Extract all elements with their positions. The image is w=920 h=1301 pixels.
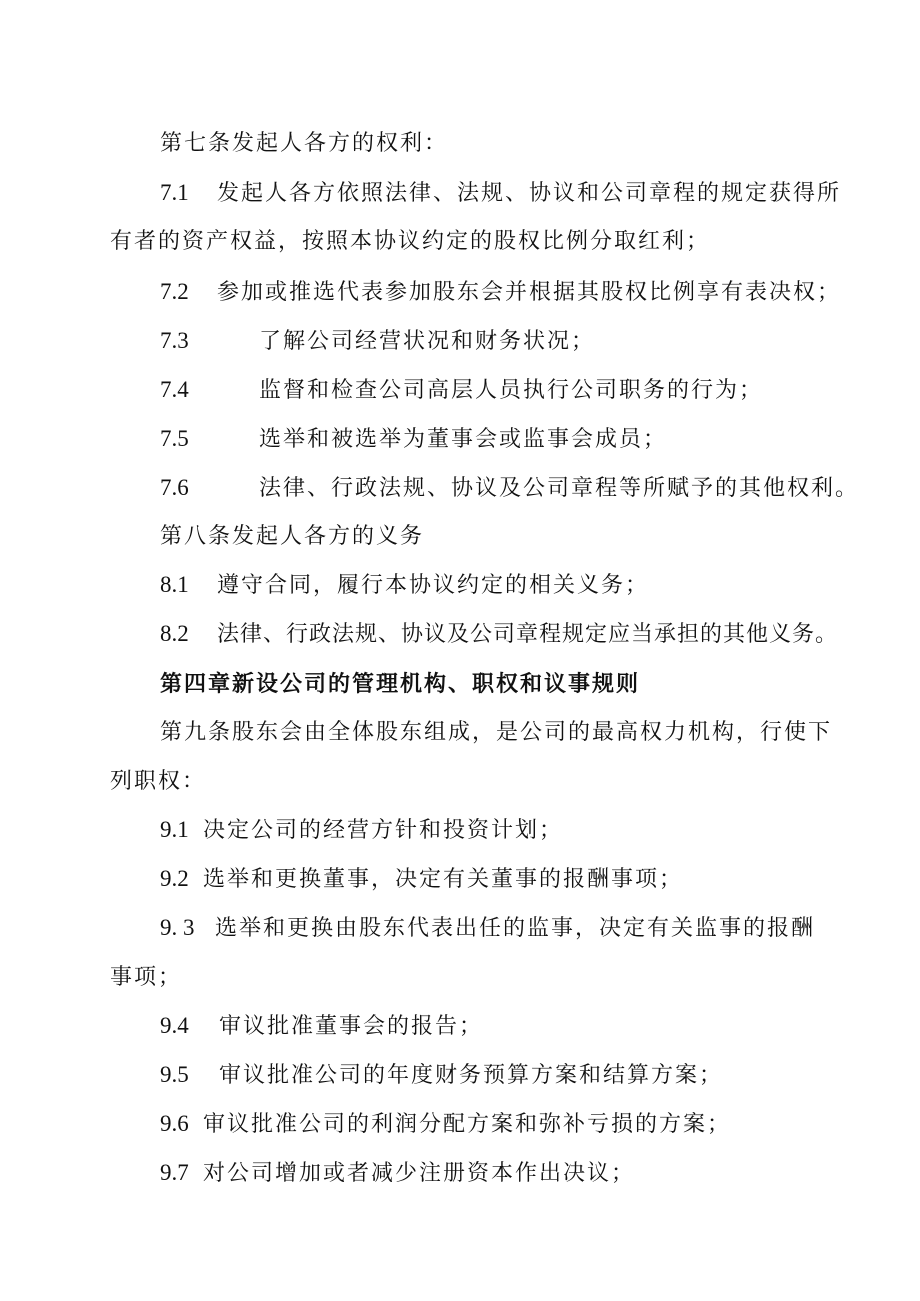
article-8-heading [160, 522, 424, 552]
article-9-heading-continued [110, 767, 206, 797]
line-text: 法律、行政法规、协议及公司章程规定应当承担的其他义务。 [217, 622, 839, 647]
clause-7-6 [160, 473, 859, 504]
line-text: 选举和更换董事，决定有关董事的报酬事项； [203, 867, 684, 892]
clause-number: 7.6 [160, 475, 189, 500]
clause-7-2 [160, 277, 841, 308]
clause-7-1-continued [110, 227, 710, 257]
clause-7-1 [160, 178, 841, 209]
clause-number: 9.1 [160, 817, 189, 842]
clause-number: 7.3 [160, 328, 189, 353]
clause-number: 9.4 [160, 1013, 189, 1038]
line-text: 事项； [110, 965, 183, 990]
line-text: 第八条发起人各方的义务 [160, 524, 425, 549]
article-7-heading [160, 129, 448, 159]
clause-number: 9.7 [160, 1160, 189, 1185]
line-text: 了解公司经营状况和财务状况； [259, 329, 596, 354]
line-text: 参加或推选代表参加股东会并根据其股权比例享有表决权； [217, 280, 842, 305]
line-text: 对公司增加或者减少注册资本作出决议； [203, 1161, 636, 1186]
line-text: 审议批准董事会的报告； [219, 1014, 484, 1039]
line-text: 第九条股东会由全体股东组成，是公司的最高权力机构，行使下 [160, 720, 833, 745]
clause-9-7 [160, 1158, 635, 1189]
line-text: 审议批准公司的利润分配方案和弥补亏损的方案； [203, 1112, 732, 1137]
clause-number: 7.2 [160, 279, 189, 304]
line-text: 发起人各方依照法律、法规、协议和公司章程的规定获得所 [217, 181, 842, 206]
clause-9-2 [160, 864, 683, 895]
chapter-4-heading [160, 669, 640, 699]
clause-7-3 [160, 326, 595, 357]
clause-number: 9.6 [160, 1111, 189, 1136]
clause-8-2 [160, 619, 838, 650]
article-9-heading [160, 718, 832, 748]
clause-number: 8.1 [160, 572, 189, 597]
line-text: 法律、行政法规、协议及公司章程等所赋予的其他权利。 [259, 476, 860, 501]
clause-number: 9.2 [160, 866, 189, 891]
clause-number: 7.5 [160, 426, 189, 451]
clause-9-1 [160, 815, 563, 846]
line-text: 有者的资产权益，按照本协议约定的股权比例分取红利； [110, 229, 711, 254]
clause-9-6 [160, 1109, 731, 1140]
line-text: 选举和更换由股东代表出任的监事，决定有关监事的报酬 [215, 916, 816, 941]
clause-9-4 [160, 1011, 483, 1042]
clause-7-4 [160, 375, 763, 406]
clause-8-1 [160, 570, 649, 601]
clause-number: 9. 3 [160, 915, 195, 940]
clause-9-3-continued [110, 963, 182, 993]
clause-number: 9.5 [160, 1062, 189, 1087]
clause-number: 7.4 [160, 377, 189, 402]
line-text: 决定公司的经营方针和投资计划； [203, 818, 564, 843]
line-text: 列职权： [110, 769, 207, 794]
line-text: 第七条发起人各方的权利： [160, 131, 449, 156]
line-text: 选举和被选举为董事会或监事会成员； [259, 427, 668, 452]
line-text: 审议批准公司的年度财务预算方案和结算方案； [219, 1063, 724, 1088]
line-text: 监督和检查公司高层人员执行公司职务的行为； [259, 378, 764, 403]
line-text: 第四章新设公司的管理机构、职权和议事规则 [160, 671, 641, 697]
line-text: 遵守合同，履行本协议约定的相关义务； [217, 573, 650, 598]
clause-7-5 [160, 424, 667, 455]
clause-number: 8.2 [160, 621, 189, 646]
clause-9-3 [160, 913, 815, 944]
clause-9-5 [160, 1060, 723, 1091]
clause-number: 7.1 [160, 180, 189, 205]
